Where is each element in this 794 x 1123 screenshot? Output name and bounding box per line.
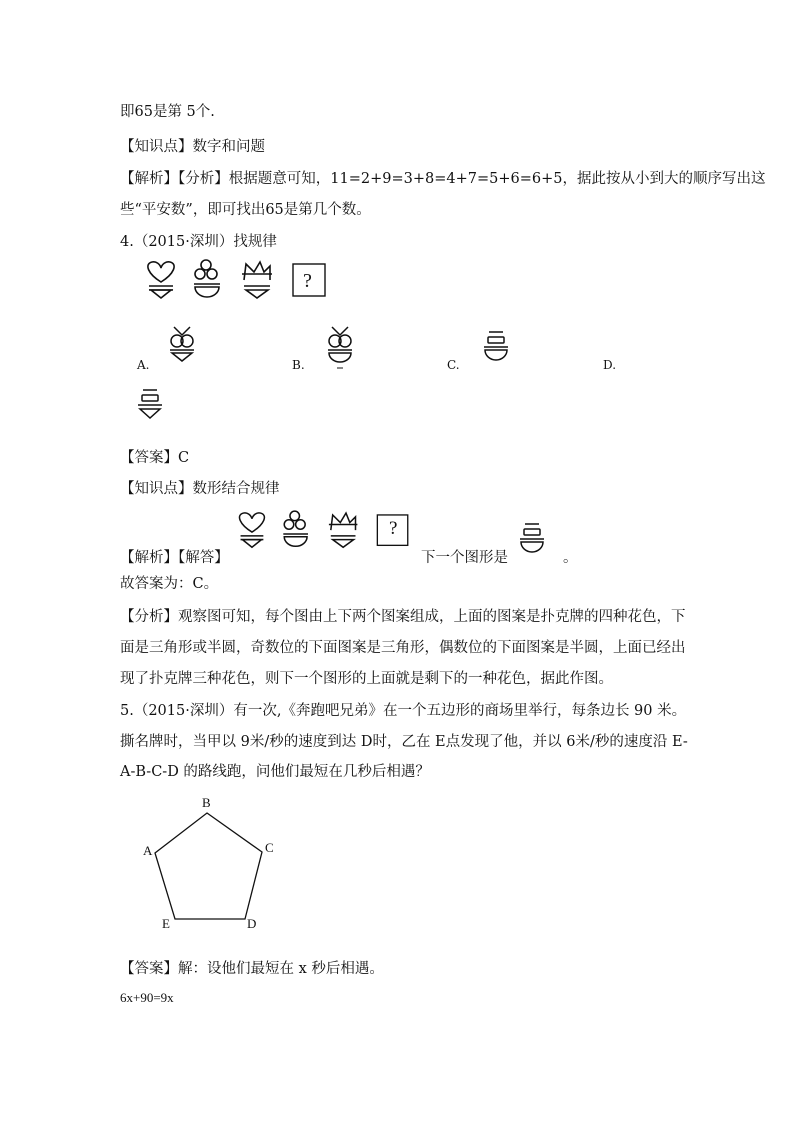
vertex-label-b: B: [202, 795, 211, 810]
question-text: 撕名牌时，当甲以 9米/秒的速度到达 D时，乙在 E点发现了他，并以 6米/秒的速度沿 E-: [120, 734, 688, 750]
vertex-label-c: C: [265, 840, 274, 855]
spade-triangle-icon: [242, 262, 272, 298]
question-mark: ?: [389, 518, 398, 539]
option-b-label: B.: [292, 358, 305, 372]
question-text: A-B-C-D 的路线跑，问他们最短在几秒后相遇？: [120, 764, 430, 780]
equation: 6x+90=9x: [120, 990, 174, 1005]
option-d-figure: [134, 388, 166, 424]
vertex-label-e: E: [162, 916, 170, 931]
period: 。: [563, 550, 578, 566]
option-c-figure: [480, 330, 512, 366]
knowledge-point: 【知识点】数字和问题: [120, 139, 265, 155]
analysis-line: 面是三角形或半圆，奇数位的下面图案是三角形，偶数位的下面图案是半圆，上面已经出: [120, 640, 686, 656]
option-a-label: A.: [137, 358, 150, 372]
conclusion: 故答案为：C。: [120, 576, 219, 592]
solution-prefix: 【解析】【解答】: [120, 550, 229, 566]
answer: 【答案】解：设他们最短在 x 秒后相遇。: [120, 961, 384, 977]
option-c-label: C.: [447, 358, 460, 372]
analysis-line: 现了扑克牌三种花色，则下一个图形的上面就是剩下的一种花色，据此作图。: [120, 671, 613, 687]
analysis-line: 【解析】【分析】根据题意可知，11=2+9=3+8=4+7=5+6=6+5，据此按从小到大的顺序写出这: [120, 171, 766, 187]
vertex-label-a: A: [143, 843, 153, 858]
knowledge-point: 【知识点】数形结合规律: [120, 481, 280, 497]
analysis-line: 【分析】观察图可知，每个图由上下两个图案组成，上面的图案是扑克牌的四种花色，下: [120, 609, 686, 625]
question-title: 5.（2015·深圳）有一次,《奔跑吧兄弟》在一个五边形的商场里举行，每条边长 90 米。: [120, 703, 687, 719]
text-line: 即65是第 5个.: [120, 104, 215, 120]
question-title: 4.（2015·深圳）找规律: [120, 234, 277, 250]
answer: 【答案】C: [120, 450, 190, 466]
vertex-label-d: D: [247, 916, 257, 931]
option-a-figure: [166, 323, 198, 367]
heart-triangle-icon: [148, 262, 174, 298]
option-b-figure: [324, 323, 356, 371]
answer-figure: [516, 522, 548, 558]
club-semicircle-icon: [194, 260, 220, 297]
option-d-label: D.: [603, 358, 617, 372]
next-figure-text: 下一个图形是: [421, 550, 508, 566]
analysis-line: 些“平安数”，即可找出65是第几个数。: [120, 202, 371, 218]
question-mark: ?: [303, 270, 312, 292]
